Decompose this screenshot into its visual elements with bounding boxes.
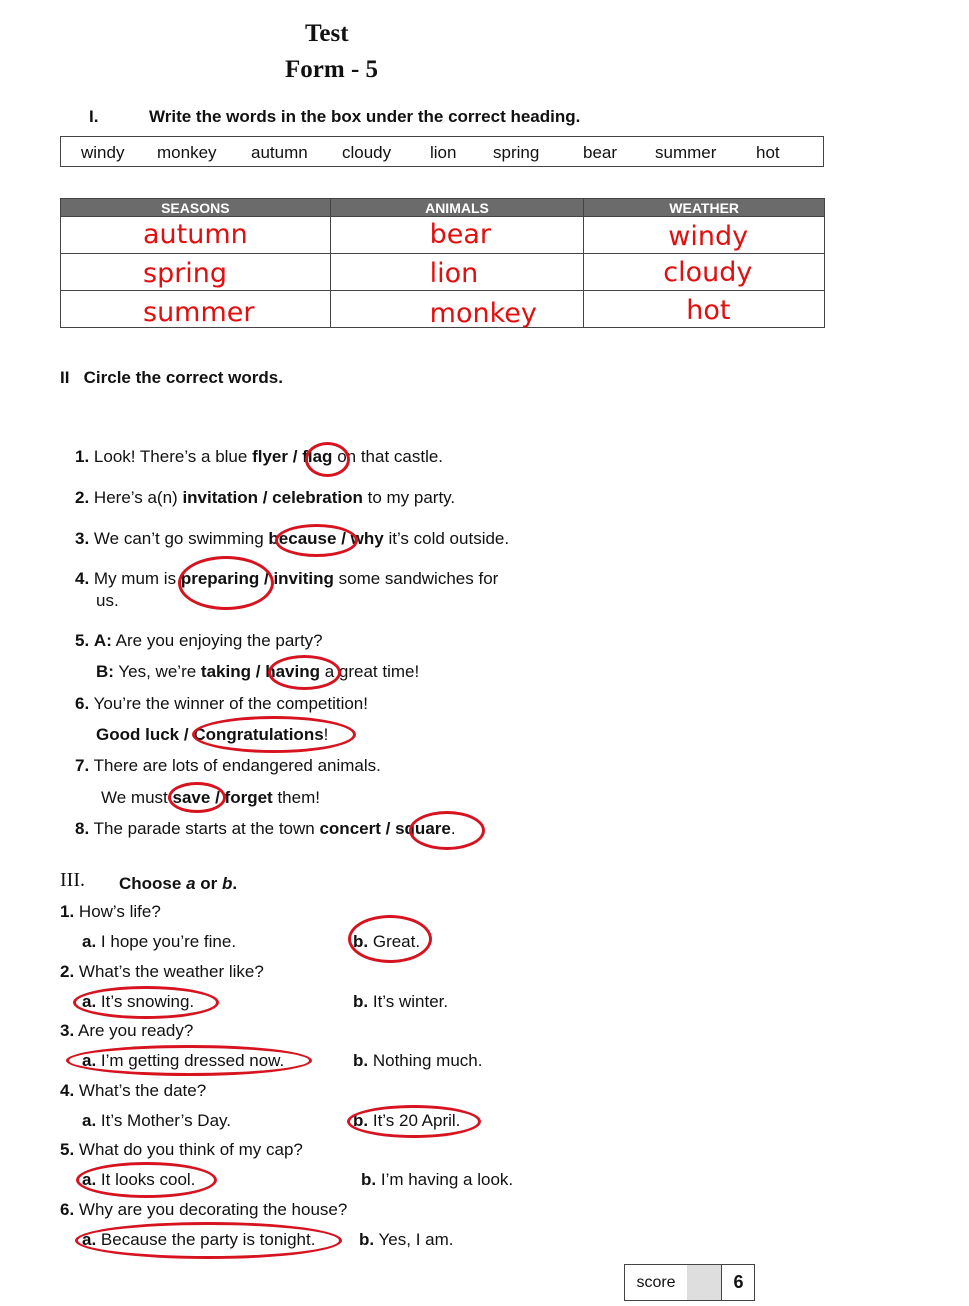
option-3-2b: b. It’s winter.	[353, 992, 449, 1011]
answer-animals-2: lion	[429, 258, 479, 289]
question-2-4-cont: us.	[96, 591, 119, 610]
option-3-1a: a. I hope you’re fine.	[82, 932, 237, 951]
header-seasons: SEASONS	[61, 199, 331, 217]
answer-seasons-2: spring	[143, 258, 228, 289]
question-3-3: 3. Are you ready?	[60, 1021, 194, 1040]
section3-instruction: Choose a or b.	[119, 874, 238, 893]
score-value: 6	[733, 1272, 744, 1292]
answer-animals-1: bear	[429, 219, 492, 250]
answer-weather-1: windy	[668, 221, 749, 252]
word-box-item: spring	[493, 143, 540, 162]
question-3-6: 6. Why are you decorating the house?	[60, 1200, 348, 1219]
answer-circle	[168, 782, 226, 813]
option-3-3a: a. I’m getting dressed now.	[82, 1051, 285, 1070]
question-3-4: 4. What’s the date?	[60, 1081, 207, 1100]
section2-number: II	[60, 368, 70, 387]
option-3-3b: b. Nothing much.	[353, 1051, 483, 1070]
option-3-4b: b. It’s 20 April.	[353, 1111, 461, 1130]
page-title: Test	[305, 20, 349, 47]
question-3-2: 2. What’s the weather like?	[60, 962, 264, 981]
answer-circle	[348, 915, 432, 963]
word-box	[60, 136, 824, 167]
question-2-7: 7. There are lots of endangered animals.	[75, 756, 381, 775]
question-3-1: 1. How’s life?	[60, 902, 161, 921]
option-3-2a: a. It’s snowing.	[82, 992, 195, 1011]
answer-circle	[178, 556, 274, 610]
category-table	[60, 198, 825, 328]
section3-number: III.	[60, 869, 85, 891]
answer-circle	[409, 811, 485, 850]
header-animals: ANIMALS	[330, 199, 584, 217]
word-box-item: hot	[756, 143, 780, 162]
word-box-item: summer	[655, 143, 717, 162]
answer-circle	[305, 442, 350, 477]
question-2-2: 2. Here’s a(n) invitation / celebration to my party.	[75, 488, 456, 507]
question-2-3: 3. We can’t go swimming because / why it’s cold outside.	[75, 529, 510, 548]
score-box	[624, 1264, 755, 1301]
form-number: Form - 5	[285, 56, 379, 83]
answer-weather-2: cloudy	[663, 257, 753, 288]
question-2-4: 4. My mum is preparing / inviting some sandwiches for	[75, 569, 499, 588]
question-2-5a: 5. A: Are you enjoying the party?	[75, 631, 323, 650]
section2-instruction: Circle the correct words.	[83, 368, 283, 387]
question-2-5b: B: Yes, we’re taking / having a great time!	[96, 662, 420, 681]
question-2-6-options: Good luck / Congratulations!	[96, 725, 329, 744]
answer-circle	[76, 1162, 217, 1198]
score-label: score	[625, 1265, 688, 1300]
header-weather: WEATHER	[584, 199, 825, 217]
word-box-item: bear	[583, 143, 618, 162]
question-2-1: 1. Look! There’s a blue flyer / flag on that castle.	[75, 447, 444, 466]
answer-circle	[347, 1105, 481, 1138]
word-box-item: windy	[81, 143, 125, 162]
word-box-item: monkey	[157, 143, 217, 162]
option-3-1b: b. Great.	[353, 932, 421, 951]
answer-seasons-1: autumn	[143, 219, 248, 250]
option-3-4a: a. It’s Mother’s Day.	[82, 1111, 231, 1130]
section2-heading	[60, 368, 283, 388]
word-box-item: lion	[430, 143, 457, 162]
option-3-5b: b. I’m having a look.	[361, 1170, 514, 1189]
answer-circle	[66, 1045, 312, 1076]
option-3-6b: b. Yes, I am.	[359, 1230, 454, 1249]
answer-circle	[75, 1222, 342, 1259]
answer-seasons-3: summer	[143, 297, 255, 328]
answer-circle	[73, 986, 219, 1019]
answer-circle	[268, 655, 341, 690]
question-3-5: 5. What do you think of my cap?	[60, 1140, 303, 1159]
section1-instruction: Write the words in the box under the correct heading.	[149, 107, 581, 126]
answer-weather-3: hot	[686, 295, 731, 326]
answer-circle	[192, 716, 356, 753]
answer-animals-3: monkey	[429, 298, 537, 329]
section1-number: I.	[89, 107, 99, 126]
word-box-item: cloudy	[342, 143, 392, 162]
answer-circle	[275, 524, 358, 557]
option-3-5a: a. It looks cool.	[82, 1170, 196, 1189]
word-box-item: autumn	[251, 143, 308, 162]
question-2-6: 6. You’re the winner of the competition!	[75, 694, 368, 713]
option-3-6a: a. Because the party is tonight.	[82, 1230, 316, 1249]
score-blank-cell	[687, 1265, 722, 1300]
question-2-7-options: We must save / forget them!	[101, 788, 320, 807]
question-2-8: 8. The parade starts at the town concert / square.	[75, 819, 456, 838]
